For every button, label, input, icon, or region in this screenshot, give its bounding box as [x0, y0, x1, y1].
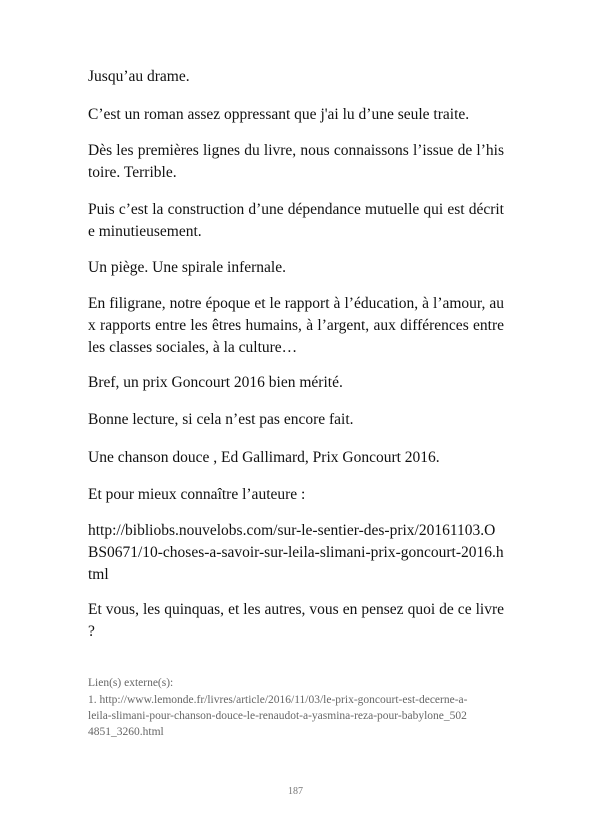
footnote-link: 1. http://www.lemonde.fr/livres/article/2016/11/03/le-prix-goncourt-est-decerne-a-leila-slimani-pour-chanson-douce-le-renaudot-a-yasmina-reza-pour-babylone_5024851_3260.html — [88, 694, 468, 738]
paragraph-5: Un piège. Une spirale infernale. — [88, 259, 286, 276]
url-paragraph: http://bibliobs.nouvelobs.com/sur-le-sentier-des-prix/20161103.OBS0671/10-choses-a-savoir-sur-leila-slimani-prix-goncourt-2016.html — [88, 522, 504, 583]
page-number: 187 — [288, 786, 303, 797]
paragraph-8: Bonne lecture, si cela n’est pas encore fait. — [88, 411, 354, 428]
paragraph-3: Dès les premières lignes du livre, nous connaissons l’issue de l’histoire. Terrible. — [88, 142, 504, 181]
paragraph-4: Puis c’est la construction d’une dépendance mutuelle qui est décrite minutieusement. — [88, 201, 504, 240]
paragraph-7: Bref, un prix Goncourt 2016 bien mérité. — [88, 374, 343, 391]
paragraph-10: Et pour mieux connaître l’auteure : — [88, 486, 306, 503]
paragraph-6: En filigrane, notre époque et le rapport à l’éducation, à l’amour, aux rapports entre les êtres humains, à l’argent, aux différences entre les classes sociales, à la culture… — [88, 295, 504, 356]
footnote-heading: Lien(s) externe(s): — [88, 677, 174, 689]
paragraph-2: C’est un roman assez oppressant que j'ai lu d’une seule traite. — [88, 106, 470, 123]
paragraph-9: Une chanson douce , Ed Gallimard, Prix Goncourt 2016. — [88, 449, 440, 466]
paragraph-1: Jusqu’au drame. — [88, 68, 190, 85]
paragraph-12: Et vous, les quinquas, et les autres, vous en pensez quoi de ce livre ? — [88, 601, 504, 640]
